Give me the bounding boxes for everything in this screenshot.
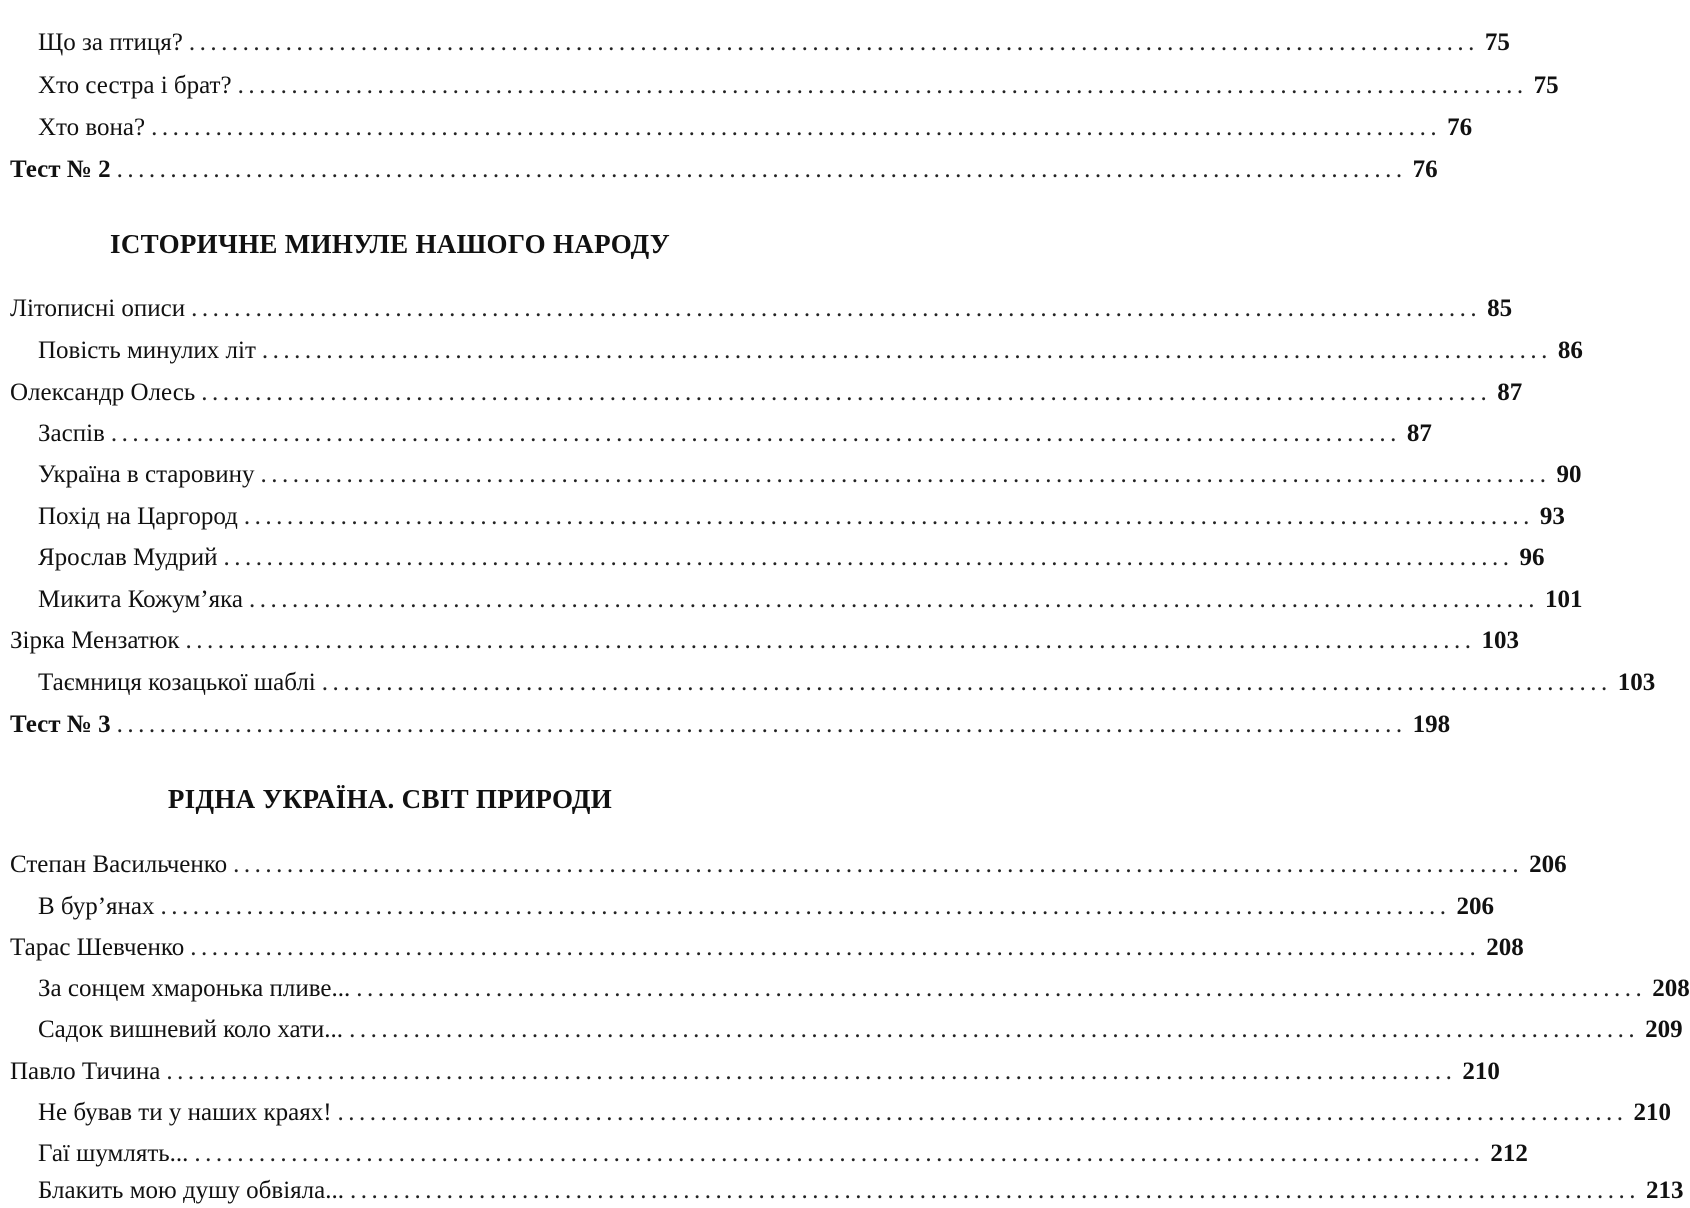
dot-leader: ........................................................................................................................ <box>110 420 1401 447</box>
dot-leader: ........................................................................................................................ <box>260 461 1551 488</box>
toc-entry-title: Гаї шумлять... <box>38 1140 189 1167</box>
toc-entry-title: Зірка Мензатюк <box>10 627 180 654</box>
toc-page-number: 101 <box>1544 586 1583 613</box>
toc-entry-title: Хто вона? <box>38 114 146 141</box>
toc-work-entry[interactable] <box>0 69 1559 103</box>
toc-entry-title: Тест № 2 <box>10 156 111 183</box>
toc-entry-title: Таємниця козацької шаблі <box>38 669 316 696</box>
toc-author-entry[interactable] <box>0 931 1524 965</box>
dot-leader: ........................................................................................................................ <box>337 1099 1628 1126</box>
toc-page-number: 213 <box>1645 1177 1684 1204</box>
toc-entry-title: Не бував ти у наших краях! <box>38 1099 332 1126</box>
toc-page-number: 212 <box>1490 1140 1528 1167</box>
toc-work-entry[interactable] <box>0 541 1545 575</box>
dot-leader: ........................................................................................................................ <box>201 379 1492 406</box>
dot-leader: ........................................................................................................................ <box>261 337 1552 364</box>
toc-page-number: 75 <box>1533 72 1559 99</box>
toc-entry-title: Микита Кожум’яка <box>38 586 243 613</box>
toc-work-entry[interactable] <box>0 500 1565 534</box>
toc-entry-title: Олександр Олесь <box>10 379 196 406</box>
dot-leader: ........................................................................................................................ <box>151 114 1442 141</box>
dot-leader: ........................................................................................................................ <box>223 544 1514 571</box>
toc-entry-title: Що за птиця? <box>38 29 183 56</box>
toc-author-entry[interactable] <box>0 1055 1500 1089</box>
toc-entry-title: Заспів <box>38 420 105 447</box>
toc-page-number: 198 <box>1412 711 1451 738</box>
toc-entry-title: Повість минулих літ <box>38 337 256 364</box>
toc-entry-title: Україна в старовину <box>38 461 255 488</box>
toc-page-number: 208 <box>1652 975 1690 1002</box>
toc-work-entry[interactable] <box>0 972 1690 1006</box>
toc-entry-title: Похід на Царгород <box>38 503 238 530</box>
toc-page-number: 75 <box>1484 29 1510 56</box>
toc-author-entry[interactable] <box>0 624 1520 658</box>
toc-page-number: 210 <box>1633 1099 1672 1126</box>
toc-entry-title: Тарас Шевченко <box>10 934 185 961</box>
toc-author-entry[interactable] <box>0 708 1451 742</box>
dot-leader: ........................................................................................................................ <box>233 851 1524 878</box>
toc-work-entry[interactable] <box>0 111 1473 145</box>
toc-work-entry[interactable] <box>0 26 1510 60</box>
section-heading: ІСТОРИЧНЕ МИНУЛЕ НАШОГО НАРОДУ <box>110 229 670 259</box>
toc-work-entry[interactable] <box>0 666 1656 700</box>
toc-page-number: 210 <box>1462 1058 1500 1085</box>
toc-page-number: 93 <box>1539 503 1565 530</box>
toc-page-number: 103 <box>1617 669 1656 696</box>
dot-leader: ........................................................................................................................ <box>116 711 1407 738</box>
toc-entry-title: Літописні описи <box>10 295 186 322</box>
toc-entry-title: Ярослав Мудрий <box>38 544 218 571</box>
toc-work-entry[interactable] <box>0 1013 1683 1047</box>
toc-work-entry[interactable] <box>0 1096 1672 1130</box>
toc-entry-title: Блакить мою душу обвіяла... <box>38 1177 344 1204</box>
toc-entry-title: Павло Тичина <box>10 1058 161 1085</box>
toc-work-entry[interactable] <box>0 458 1582 492</box>
dot-leader: ........................................................................................................................ <box>188 29 1479 56</box>
toc-author-entry[interactable] <box>0 848 1567 882</box>
dot-leader: ........................................................................................................................ <box>243 503 1534 530</box>
toc-work-entry[interactable] <box>0 583 1583 617</box>
toc-page-number: 87 <box>1497 379 1523 406</box>
dot-leader: ........................................................................................................................ <box>349 1177 1640 1204</box>
toc-work-entry[interactable] <box>0 1137 1528 1171</box>
dot-leader: ........................................................................................................................ <box>160 893 1451 920</box>
toc-entry-title: Тест № 3 <box>10 711 111 738</box>
toc-work-entry[interactable] <box>0 890 1494 924</box>
toc-author-entry[interactable] <box>0 153 1438 187</box>
dot-leader: ........................................................................................................................ <box>349 1016 1640 1043</box>
dot-leader: ........................................................................................................................ <box>116 156 1407 183</box>
toc-page-number: 87 <box>1406 420 1432 447</box>
toc-entry-title: Хто сестра і брат? <box>38 72 232 99</box>
dot-leader: ........................................................................................................................ <box>191 295 1482 322</box>
toc-entry-title: Степан Васильченко <box>10 851 228 878</box>
dot-leader: ........................................................................................................................ <box>356 975 1647 1002</box>
toc-page-number: 96 <box>1519 544 1545 571</box>
dot-leader: ........................................................................................................................ <box>321 669 1612 696</box>
dot-leader: ........................................................................................................................ <box>194 1140 1485 1167</box>
toc-work-entry[interactable] <box>0 1174 1684 1208</box>
toc-author-entry[interactable] <box>0 292 1513 326</box>
dot-leader: ........................................................................................................................ <box>248 586 1539 613</box>
toc-page-number: 206 <box>1529 851 1567 878</box>
toc-work-entry[interactable] <box>0 417 1432 451</box>
dot-leader: ........................................................................................................................ <box>185 627 1476 654</box>
toc-page-number: 90 <box>1556 461 1582 488</box>
toc-author-entry[interactable] <box>0 376 1523 410</box>
toc-page-number: 206 <box>1456 893 1494 920</box>
toc-work-entry[interactable] <box>0 334 1583 368</box>
toc-page-number: 86 <box>1557 337 1583 364</box>
dot-leader: ........................................................................................................................ <box>190 934 1481 961</box>
toc-page-number: 209 <box>1645 1016 1683 1043</box>
toc-page-number: 208 <box>1486 934 1524 961</box>
toc-entry-title: За сонцем хмаронька пливе... <box>38 975 351 1002</box>
toc-page-number: 76 <box>1412 156 1438 183</box>
toc-page-number: 76 <box>1447 114 1473 141</box>
toc-entry-title: Садок вишневий коло хати... <box>38 1016 344 1043</box>
dot-leader: ........................................................................................................................ <box>237 72 1528 99</box>
section-heading: РІДНА УКРАЇНА. СВІТ ПРИРОДИ <box>167 784 613 814</box>
toc-page-number: 103 <box>1481 627 1520 654</box>
toc-entry-title: В бур’янах <box>38 893 155 920</box>
toc-page-number: 85 <box>1487 295 1513 322</box>
dot-leader: ........................................................................................................................ <box>166 1058 1457 1085</box>
